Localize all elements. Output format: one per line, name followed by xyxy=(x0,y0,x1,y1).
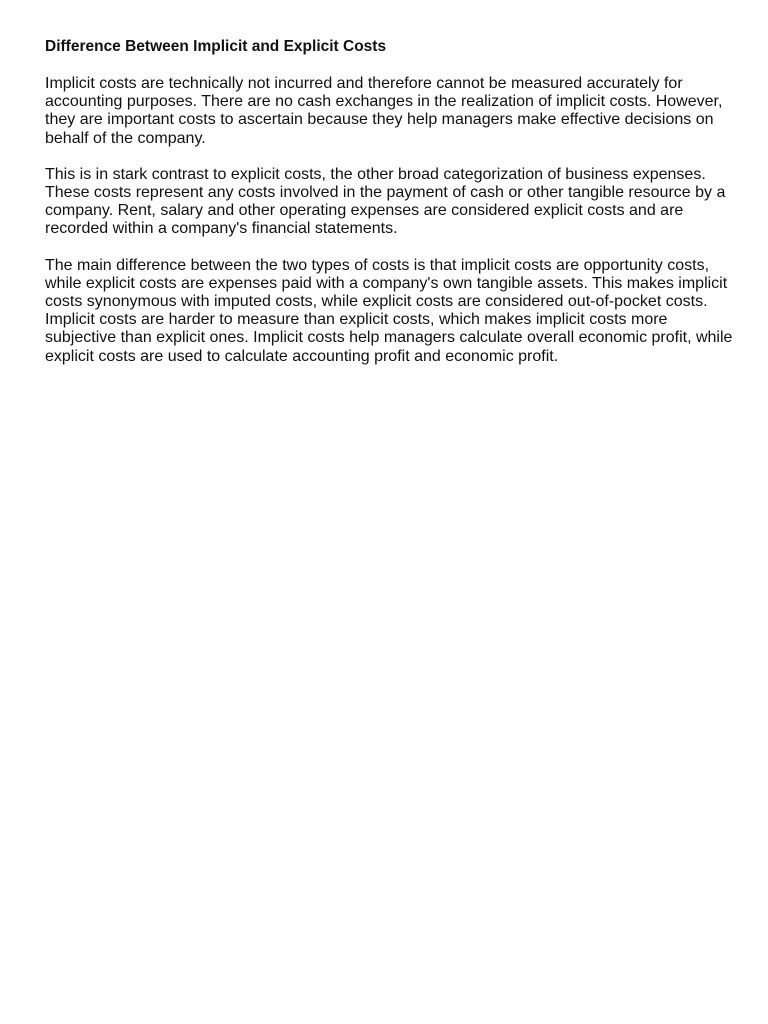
document-title: Difference Between Implicit and Explicit Costs xyxy=(45,38,387,55)
paragraph-main-difference: The main difference between the two types of costs is that implicit costs are opportunity costs, while explicit costs are expenses paid with a company's own tangible assets. This makes implicit costs synonymous with imputed costs, while explicit costs are considered out-of-pocket costs. Implicit costs are harder to measure than explicit costs, which makes implicit costs more subjective than explicit ones. Implicit costs help managers calculate overall economic profit, while explicit costs are used to calculate accounting profit and economic profit. xyxy=(45,256,733,365)
paragraph-explicit-costs: This is in stark contrast to explicit costs, the other broad categorization of business expenses. These costs represent any costs involved in the payment of cash or other tangible resource by a company. Rent, salary and other operating expenses are considered explicit costs and are recorded within a company's financial statements. xyxy=(45,165,726,238)
document-page xyxy=(45,38,735,384)
paragraph-implicit-costs: Implicit costs are technically not incurred and therefore cannot be measured accurately for accounting purposes. There are no cash exchanges in the realization of implicit costs. However, they are important costs to ascertain because they help managers make effective decisions on behalf of the company. xyxy=(45,75,723,147)
